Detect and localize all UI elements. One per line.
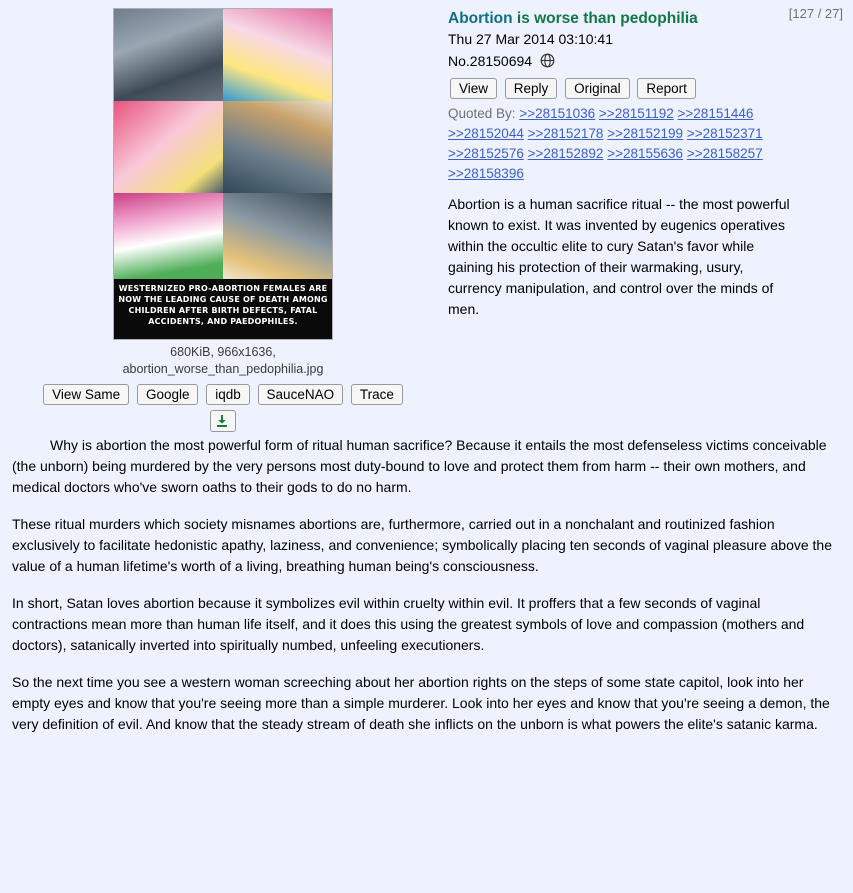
- quote-link[interactable]: >>28152199: [607, 126, 684, 141]
- post-subject: [448, 10, 790, 28]
- quote-link[interactable]: >>28151446: [677, 106, 754, 121]
- post-body-paragraph-5: So the next time you see a western woman screeching about her abortion rights on the steps of some state capitol, look into her empty eyes and know that you're seeing more than a simple murderer. Look into her eyes and know that you're seeing a demon, the very definition of evil. And know that the steady stream of death she inflicts on the unborn is what powers the elite's satanic karma.: [12, 674, 830, 732]
- image-caption-text: WESTERNIZED PRO-ABORTION FEMALES ARE NOW THE LEADING CAUSE OF DEATH AMONG CHILDREN AFTER BIRTH DEFECTS, FATAL ACCIDENTS, AND PAEDOPHILES.: [114, 279, 332, 339]
- globe-icon[interactable]: [540, 52, 555, 74]
- quoted-by-section: [448, 104, 790, 184]
- post-body: [8, 435, 845, 735]
- original-button[interactable]: Original: [565, 78, 630, 99]
- view-same-button[interactable]: View Same: [43, 384, 129, 405]
- thumbnail-tile-5: [114, 193, 223, 279]
- quote-link[interactable]: >>28152371: [686, 126, 763, 141]
- post-header-column: [448, 6, 845, 320]
- post-subject-secondary: is worse than pedophilia: [516, 10, 698, 27]
- iqdb-button[interactable]: iqdb: [206, 384, 250, 405]
- post-body-paragraph-3: These ritual murders which society misnames abortions are, furthermore, carried out in a nonchalant and routinized fashion exclusively to facilitate hedonistic apathy, laziness, and convenience; symbolically placing ten seconds of vaginal pleasure above the value of a human lifetime's worth of a living, breathing human being's consciousness.: [12, 516, 832, 574]
- download-icon[interactable]: [210, 410, 236, 432]
- report-button[interactable]: Report: [637, 78, 696, 99]
- post-thumbnail[interactable]: [113, 8, 333, 340]
- post-meta: [448, 28, 790, 74]
- thumbnail-tile-6: [223, 193, 332, 279]
- quoted-by-label: Quoted By:: [448, 106, 516, 121]
- post-subject-primary: Abortion: [448, 10, 513, 27]
- quote-link[interactable]: >>28152576: [448, 146, 524, 161]
- file-info: [8, 344, 438, 378]
- quote-link[interactable]: >>28152044: [448, 126, 524, 141]
- reply-button[interactable]: Reply: [505, 78, 558, 99]
- quote-link[interactable]: >>28151036: [519, 106, 596, 121]
- google-button[interactable]: Google: [137, 384, 199, 405]
- download-row: [8, 410, 438, 435]
- quote-link[interactable]: >>28152892: [527, 146, 604, 161]
- post-action-buttons: [448, 78, 790, 99]
- file-size-dimensions: 680KiB, 966x1636,: [170, 345, 276, 359]
- file-column: [8, 6, 438, 435]
- post-body-paragraph-1: Abortion is a human sacrifice ritual -- the most powerful known to exist. It was invented by eugenics operatives within the occultic elite to cury Satan's favor while gaining his protection of their warmaking, usury, currency manipulation, and control over the minds of men.: [448, 196, 790, 317]
- saucenao-button[interactable]: SauceNAO: [258, 384, 344, 405]
- image-search-buttons: [8, 384, 438, 405]
- thumbnail-tile-1: [114, 9, 223, 101]
- quote-link[interactable]: >>28152178: [527, 126, 604, 141]
- post-body-paragraph-2: Why is abortion the most powerful form of ritual human sacrifice? Because it entails the most defenseless victims conceivable (the unborn) being murdered by the very persons most duty-bound to love and protect them from harm -- their own mothers, and medical doctors who've sworn oaths to their gods to do no harm.: [12, 437, 827, 495]
- post-body-paragraph-4: In short, Satan loves abortion because it symbolizes evil within cruelty within evil. It proffers that a few seconds of vaginal contractions mean more than human life itself, and it does this using the greatest symbols of love and compassion (mothers and doctors), satanically inverted into spiritually numbed, unfeeling executioners.: [12, 595, 805, 653]
- quote-link[interactable]: >>28158396: [448, 166, 524, 181]
- trace-button[interactable]: Trace: [351, 384, 403, 405]
- page-counter: [127 / 27]: [788, 6, 843, 21]
- thumbnail-tile-4: [223, 101, 332, 193]
- thumbnail-tile-3: [114, 101, 223, 193]
- post-number[interactable]: No.28150694: [448, 53, 533, 69]
- file-name[interactable]: abortion_worse_than_pedophilia.jpg: [122, 362, 324, 376]
- quote-link[interactable]: >>28155636: [607, 146, 684, 161]
- quote-link[interactable]: >>28151192: [598, 106, 674, 121]
- post-timestamp: Thu 27 Mar 2014 03:10:41: [448, 31, 614, 47]
- quote-link[interactable]: >>28158257: [686, 146, 763, 161]
- thumbnail-tile-2: [223, 9, 332, 101]
- view-button[interactable]: View: [450, 78, 497, 99]
